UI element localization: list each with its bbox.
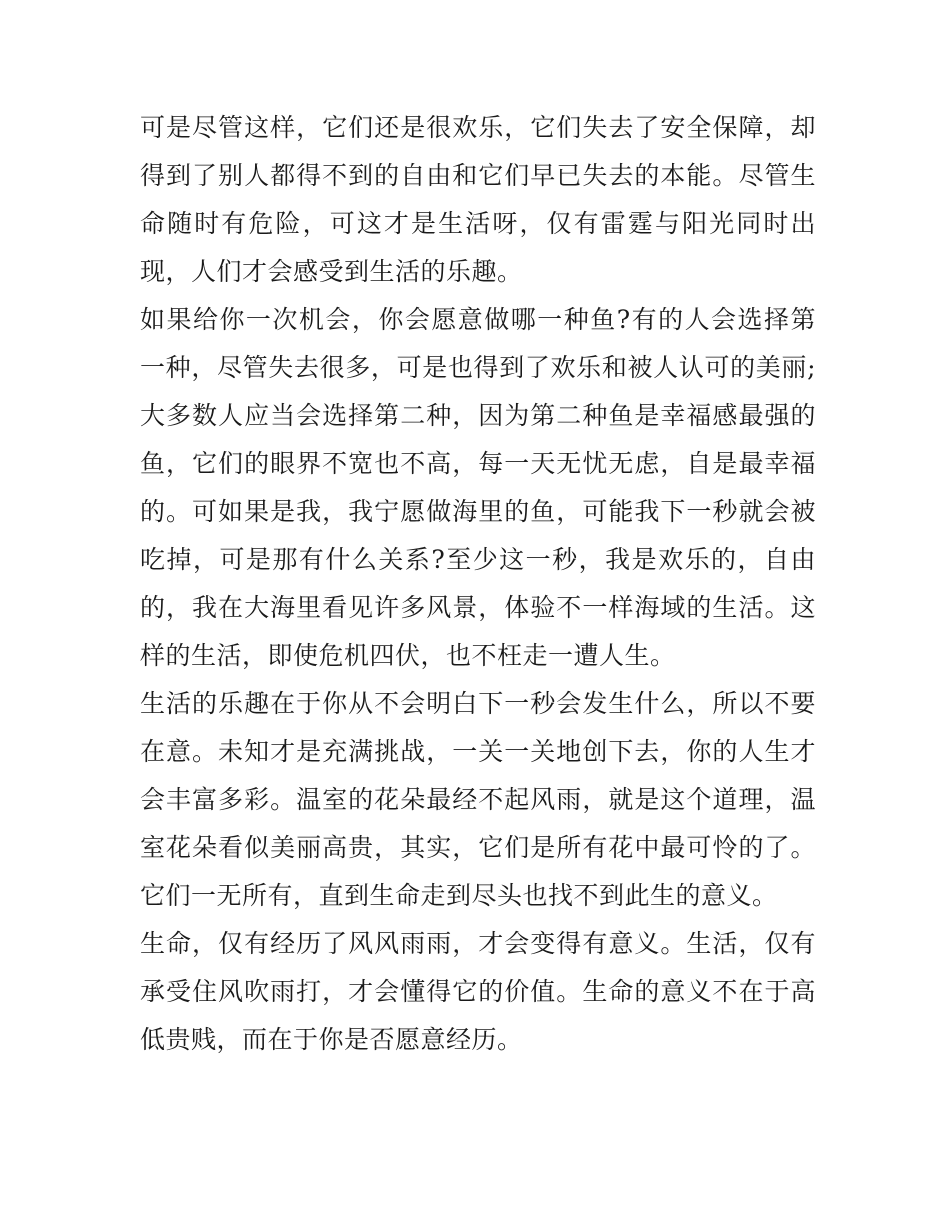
document-body [140,104,816,1064]
paragraph-3: 生活的乐趣在于你从不会明白下一秒会发生什么，所以不要在意。未知才是充满挑战，一关一关地创下去，你的人生才会丰富多彩。温室的花朵最经不起风雨，就是这个道理，温室花朵看似美丽高贵，其实，它们是所有花中最可怜的了。它们一无所有，直到生命走到尽头也找不到此生的意义。 [140,689,816,910]
paragraph-4: 生命，仅有经历了风风雨雨，才会变得有意义。生活，仅有承受住风吹雨打，才会懂得它的价值。生命的意义不在于高低贵贱，而在于你是否愿意经历。 [140,929,816,1054]
paragraph-2: 如果给你一次机会，你会愿意做哪一种鱼?有的人会选择第一种，尽管失去很多，可是也得到了欢乐和被人认可的美丽;大多数人应当会选择第二种，因为第二种鱼是幸福感最强的鱼，它们的眼界不宽也不高，每一天无忧无虑，自是最幸福的。可如果是我，我宁愿做海里的鱼，可能我下一秒就会被吃掉，可是那有什么关系?至少这一秒，我是欢乐的，自由的，我在大海里看见许多风景，体验不一样海域的生活。这样的生活，即使危机四伏，也不枉走一遭人生。 [140,305,816,670]
paragraph-1: 可是尽管这样，它们还是很欢乐，它们失去了安全保障，却得到了别人都得不到的自由和它们早已失去的本能。尽管生命随时有危险，可这才是生活呀，仅有雷霆与阳光同时出现，人们才会感受到生活的乐趣。 [140,113,816,286]
